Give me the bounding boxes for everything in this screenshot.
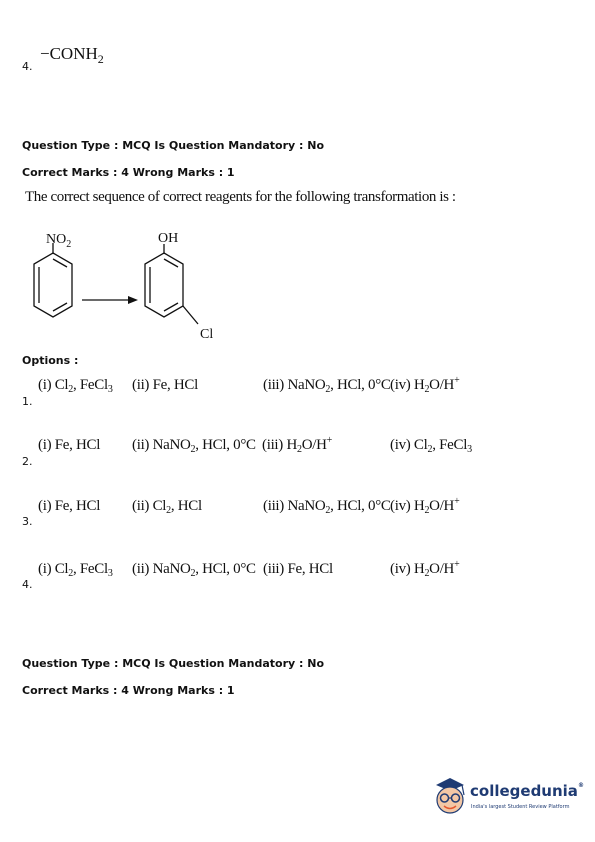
option-4-part-2: (ii) NaNO$_2$, HCl, 0°C [132, 561, 256, 579]
option-2-number: 2. [22, 455, 33, 468]
next-question-meta-type: Question Type : MCQ Is Question Mandatory : No [22, 657, 325, 670]
option-3-number: 3. [22, 515, 33, 528]
nitrobenzene-structure [34, 243, 72, 317]
option-2-part-2: (ii) NaNO$_2$, HCl, 0°C [132, 437, 256, 455]
reactant-group-label: $NO_2$ [46, 232, 72, 250]
option-1-part-2: (ii) Fe, HCl [132, 377, 198, 393]
product-group-top-label: OH [158, 231, 179, 246]
logo-tagline: India's largest Student Review Platform [471, 804, 570, 810]
mascot-icon [430, 775, 470, 819]
option-1-part-3: (iii) NaNO$_2$, HCl, 0°C [263, 377, 391, 395]
product-group-meta-label: Cl [200, 327, 214, 342]
question-stem: The correct sequence of correct reagents for the following transformation is : [25, 189, 456, 205]
reaction-diagram [20, 226, 220, 350]
option-3-part-3: (iii) NaNO$_2$, HCl, 0°C [263, 498, 391, 516]
option-4-part-1: (i) $Cl_2$, FeCl$_3$ [38, 561, 113, 579]
logo-wordmark: collegedunia® [470, 782, 584, 800]
option-4-number: 4. [22, 578, 33, 591]
collegedunia-logo [430, 775, 584, 825]
chlorophenol-structure [145, 244, 198, 324]
option-4-part-3: (iii) Fe, HCl [263, 561, 333, 577]
option-1-number: 1. [22, 395, 33, 408]
options-label: Options : [22, 354, 79, 367]
option-3-part-4: (iv) $H_2O/H^+$ [390, 496, 460, 516]
option-3-part-2: (ii) $Cl_2$, HCl [132, 498, 202, 516]
option-1-part-4: (iv) $H_2O/H^+$ [390, 375, 460, 395]
question-meta-marks: Correct Marks : 4 Wrong Marks : 1 [22, 166, 235, 179]
option-2-part-3: (iii) $H_2O/H^+$ [262, 435, 332, 455]
option-4-part-4: (iv) $H_2O/H^+$ [390, 559, 460, 579]
prev-option-number: 4. [22, 60, 33, 73]
next-question-meta-marks: Correct Marks : 4 Wrong Marks : 1 [22, 684, 235, 697]
option-3-part-1: (i) Fe, HCl [38, 498, 101, 514]
reaction-arrow [82, 296, 138, 304]
question-meta-type: Question Type : MCQ Is Question Mandatory : No [22, 139, 325, 152]
option-2-part-1: (i) Fe, HCl [38, 437, 101, 453]
option-1-part-1: (i) $Cl_2$, FeCl$_3$ [38, 377, 113, 395]
option-2-part-4: (iv) $Cl_2$, FeCl$_3$ [390, 437, 472, 455]
prev-option-text: $-CONH_2$ [40, 44, 104, 66]
